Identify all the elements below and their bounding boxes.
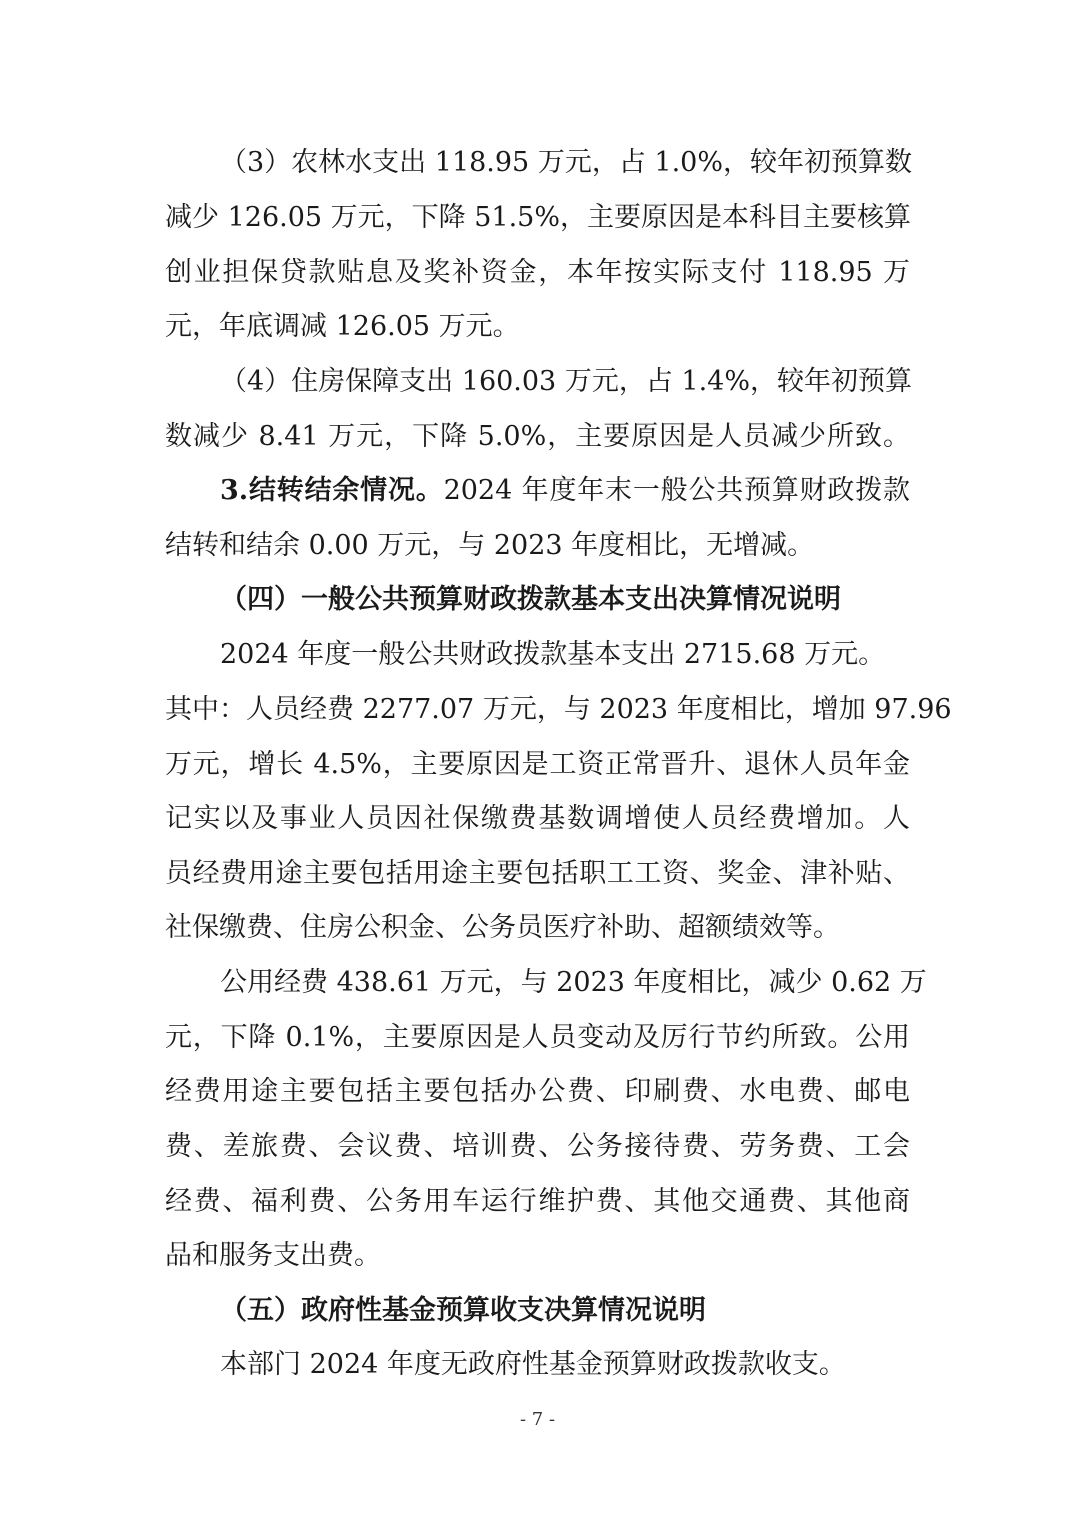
- page-number: - 7 -: [519, 1409, 556, 1430]
- paragraph-line: 2024 年度一般公共财政拨款基本支出 2715.68 万元。: [220, 639, 886, 670]
- paragraph-line: 元，下降 0.1%，主要原因是人员变动及厉行节约所致。公用: [165, 1022, 910, 1053]
- paragraph-line: 员经费用途主要包括用途主要包括职工工资、奖金、津补贴、: [165, 858, 910, 889]
- paragraph-line: 经费用途主要包括主要包括办公费、印刷费、水电费、邮电: [165, 1076, 910, 1107]
- paragraph-line: 创业担保贷款贴息及奖补资金，本年按实际支付 118.95 万: [165, 257, 910, 288]
- paragraph-line: 经费、福利费、公务用车运行维护费、其他交通费、其他商: [165, 1186, 910, 1217]
- paragraph-line: 本部门 2024 年度无政府性基金预算财政拨款收支。: [220, 1349, 846, 1380]
- section-lead-bold: 3.结转结余情况。: [220, 475, 444, 506]
- paragraph-line: 其中：人员经费 2277.07 万元，与 2023 年度相比，增加 97.96: [165, 694, 952, 725]
- section-heading: （五）政府性基金预算收支决算情况说明: [220, 1295, 706, 1326]
- paragraph-line: 社保缴费、住房公积金、公务员医疗补助、超额绩效等。: [165, 912, 840, 943]
- paragraph-line: 公用经费 438.61 万元，与 2023 年度相比，减少 0.62 万: [220, 967, 927, 998]
- paragraph-line: （4）住房保障支出 160.03 万元，占 1.4%，较年初预算: [220, 366, 912, 397]
- paragraph-line: 费、差旅费、会议费、培训费、公务接待费、劳务费、工会: [165, 1131, 910, 1162]
- paragraph-line: 结转和结余 0.00 万元，与 2023 年度相比，无增减。: [165, 530, 815, 561]
- paragraph-line: 元，年底调减 126.05 万元。: [165, 311, 520, 342]
- paragraph-line: 品和服务支出费。: [165, 1240, 381, 1271]
- paragraph-line: 记实以及事业人员因社保缴费基数调增使人员经费增加。人: [165, 803, 910, 834]
- paragraph-line: 万元，增长 4.5%，主要原因是工资正常晋升、退休人员年金: [165, 749, 910, 780]
- paragraph-line: 减少 126.05 万元，下降 51.5%，主要原因是本科目主要核算: [165, 202, 911, 233]
- paragraph-line: 3.结转结余情况。2024 年度年末一般公共预算财政拨款: [220, 475, 911, 506]
- section-heading: （四）一般公共预算财政拨款基本支出决算情况说明: [220, 584, 841, 615]
- paragraph-line: 数减少 8.41 万元，下降 5.0%，主要原因是人员减少所致。: [165, 421, 910, 452]
- paragraph-line: （3）农林水支出 118.95 万元，占 1.0%，较年初预算数: [220, 147, 912, 178]
